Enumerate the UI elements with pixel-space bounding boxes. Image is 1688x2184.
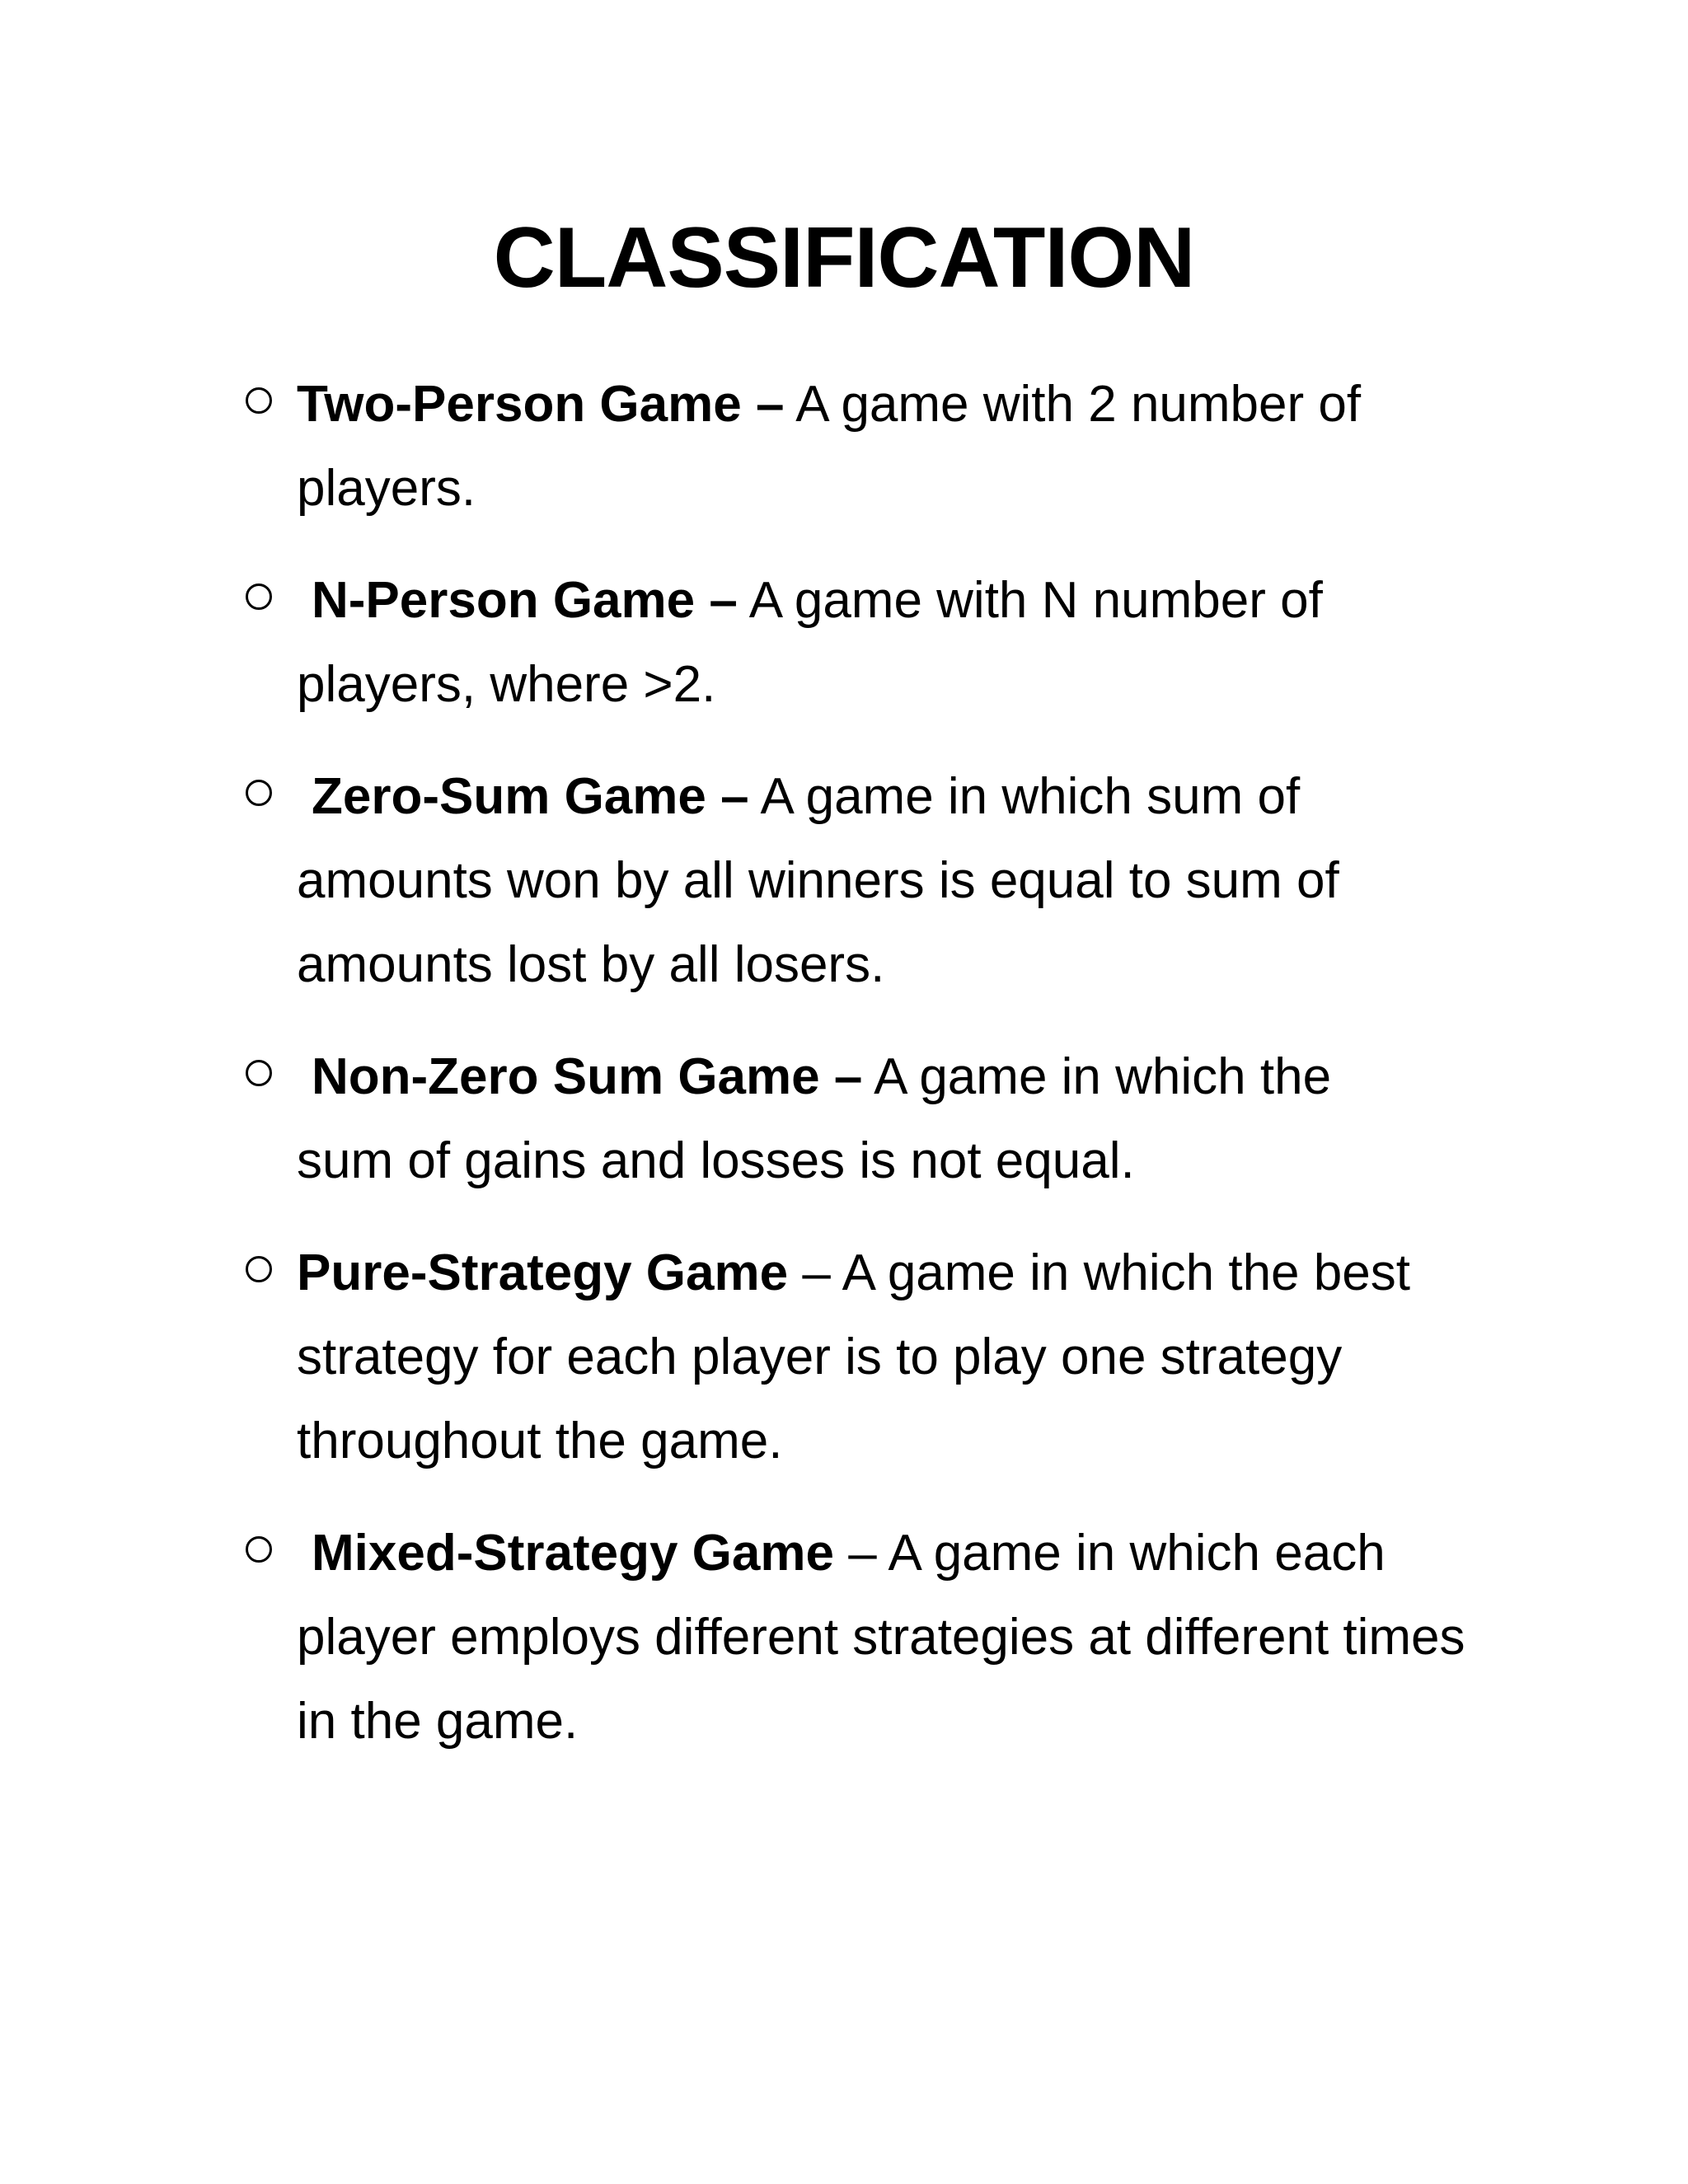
definition-rest: sum of gains and losses is not equal.: [297, 1132, 1135, 1189]
dash: –: [720, 768, 749, 825]
list-item-text: [297, 1035, 1498, 1203]
term: Pure-Strategy Game: [297, 1244, 789, 1301]
list-item-mixed-strategy-game: [246, 1511, 1498, 1764]
list-item-text: [297, 1231, 1498, 1483]
page-title: CLASSIFICATION: [493, 210, 1195, 306]
term: N-Person Game: [312, 572, 696, 629]
definition-rest: player employs different strategies at different times in the game.: [297, 1609, 1465, 1750]
dash: –: [833, 1048, 863, 1105]
list-item-non-zero-sum-game: [246, 1035, 1498, 1203]
dash: –: [848, 1525, 877, 1582]
hollow-circle-bullet-icon: [246, 780, 272, 806]
term: Zero-Sum Game: [312, 768, 706, 825]
hollow-circle-bullet-icon: [246, 1536, 272, 1563]
list-item-text: [297, 559, 1498, 727]
definition-rest: players, where >2.: [297, 656, 716, 713]
list-item-n-person-game: [246, 559, 1498, 727]
definition-line1: A game in which the: [874, 1048, 1332, 1105]
hollow-circle-bullet-icon: [246, 1256, 272, 1282]
list-item-text: [297, 1511, 1498, 1764]
definition-rest: players.: [297, 460, 476, 517]
definition-rest: amounts won by all winners is equal to sum of amounts lost by all losers.: [297, 852, 1339, 993]
dash: –: [755, 376, 785, 433]
list-item-two-person-game: [246, 363, 1498, 531]
definition-line1: A game in which the best: [842, 1244, 1410, 1301]
term: Two-Person Game: [297, 376, 742, 433]
classification-list: [246, 363, 1498, 1792]
definition-line1: A game with 2 number of: [795, 376, 1362, 433]
list-item-text: [297, 363, 1498, 531]
hollow-circle-bullet-icon: [246, 1060, 272, 1086]
definition-line1: A game in which sum of: [760, 768, 1301, 825]
term: Mixed-Strategy Game: [312, 1525, 834, 1582]
definition-rest: strategy for each player is to play one strategy throughout the game.: [297, 1329, 1343, 1469]
hollow-circle-bullet-icon: [246, 387, 272, 414]
definition-line1: A game with N number of: [748, 572, 1323, 629]
list-item-zero-sum-game: [246, 755, 1498, 1007]
list-item-text: [297, 755, 1498, 1007]
term: Non-Zero Sum Game: [312, 1048, 820, 1105]
dash: –: [709, 572, 738, 629]
definition-line1: A game in which each: [888, 1525, 1386, 1582]
hollow-circle-bullet-icon: [246, 583, 272, 610]
list-item-pure-strategy-game: [246, 1231, 1498, 1483]
dash: –: [802, 1244, 831, 1301]
